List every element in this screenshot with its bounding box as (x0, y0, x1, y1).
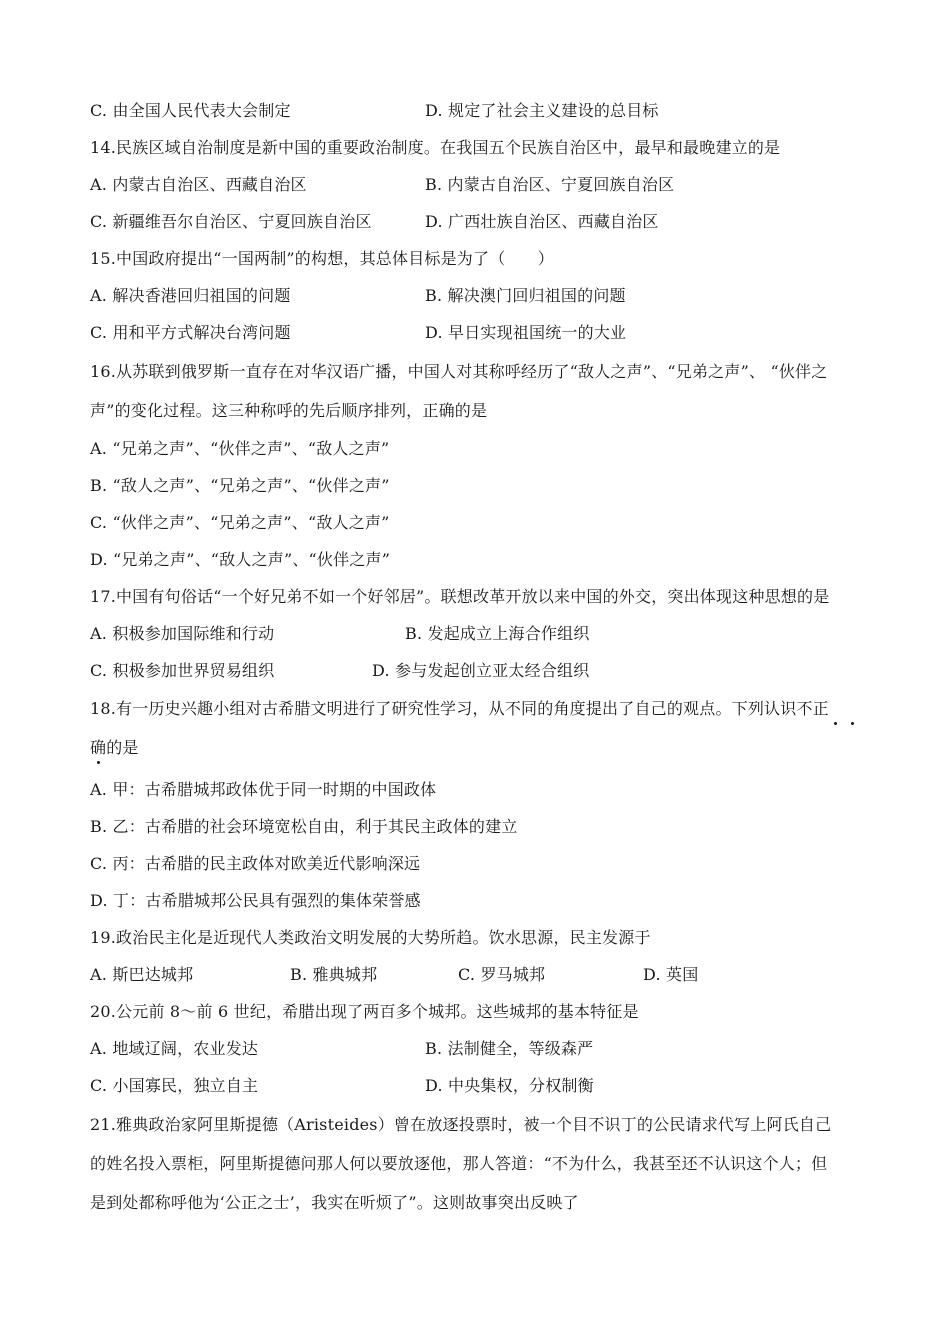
q13-option-c: C. 由全国人民代表大会制定 (90, 101, 291, 120)
q19-option-c: C. 罗马城邦 (458, 965, 546, 984)
q21-stem-line2: 的姓名投入票柜，阿里斯提德问那人何以要放逐他，那人答道：“不为什么，我甚至还不认识这个人；但 (90, 1154, 828, 1173)
q16-option-c: C. “伙伴之声”、“兄弟之声”、“敌人之声” (90, 513, 390, 532)
q15-option-c: C. 用和平方式解决台湾问题 (90, 323, 291, 342)
q19-stem: 19.政治民主化是近现代人类政治文明发展的大势所趋。饮水思源，民主发源于 (90, 928, 651, 947)
emphasis-dot (97, 761, 100, 764)
q17-stem: 17.中国有句俗话“一个好兄弟不如一个好邻居”。联想改革开放以来中国的外交，突出体现这种思想的是 (90, 587, 830, 606)
q20-stem: 20.公元前 8～前 6 世纪，希腊出现了两百多个城邦。这些城邦的基本特征是 (90, 1002, 639, 1021)
q17-option-b: B. 发起成立上海合作组织 (405, 624, 590, 643)
q15-option-d: D. 早日实现祖国统一的大业 (425, 323, 627, 342)
q18-option-a: A. 甲：古希腊城邦政体优于同一时期的中国政体 (90, 780, 437, 799)
q20-option-a: A. 地域辽阔，农业发达 (90, 1039, 259, 1058)
q18-stem-line1: 18.有一历史兴趣小组对古希腊文明进行了研究性学习，从不同的角度提出了自己的观点。下列认识不正 (90, 699, 829, 718)
q16-stem-line2: 声”的变化过程。这三种称呼的先后顺序排列，正确的是 (90, 401, 488, 420)
q21-stem-line3: 是到处都称呼他为‘公正之士’，我实在听烦了”。这则故事突出反映了 (90, 1193, 579, 1212)
q16-option-d: D. “兄弟之声”、“敌人之声”、“伙伴之声” (90, 550, 391, 569)
q19-option-d: D. 英国 (643, 965, 699, 984)
q16-option-b: B. “敌人之声”、“兄弟之声”、“伙伴之声” (90, 476, 390, 495)
q16-stem-line1: 16.从苏联到俄罗斯一直存在对华汉语广播，中国人对其称呼经历了“敌人之声”、“兄弟之声”、 “伙伴之 (90, 362, 828, 381)
q21-stem-line1: 21.雅典政治家阿里斯提德（Aristeides）曾在放逐投票时，被一个目不识丁的公民请求代写上阿氏自己 (90, 1115, 832, 1134)
q15-stem: 15.中国政府提出“一国两制”的构想，其总体目标是为了（ ） (90, 249, 555, 268)
q14-option-c: C. 新疆维吾尔自治区、宁夏回族自治区 (90, 212, 372, 231)
q17-option-d: D. 参与发起创立亚太经合组织 (372, 661, 590, 680)
q19-option-a: A. 斯巴达城邦 (90, 965, 194, 984)
q18-option-d: D. 丁：古希腊城邦公民具有强烈的集体荣誉感 (90, 891, 421, 910)
q18-stem-line2: 确的是 (90, 738, 139, 757)
q16-option-a: A. “兄弟之声”、“伙伴之声”、“敌人之声” (90, 439, 390, 458)
q13-option-d: D. 规定了社会主义建设的总目标 (425, 101, 659, 120)
q17-option-a: A. 积极参加国际维和行动 (90, 624, 275, 643)
q14-stem: 14.民族区域自治制度是新中国的重要政治制度。在我国五个民族自治区中，最早和最晚建立的是 (90, 138, 781, 157)
q15-option-a: A. 解决香港回归祖国的问题 (90, 286, 291, 305)
q14-option-a: A. 内蒙古自治区、西藏自治区 (90, 175, 307, 194)
q18-option-b: B. 乙：古希腊的社会环境宽松自由，利于其民主政体的建立 (90, 817, 518, 836)
q20-option-d: D. 中央集权，分权制衡 (425, 1076, 594, 1095)
emphasis-dot (851, 722, 854, 725)
q14-option-d: D. 广西壮族自治区、西藏自治区 (425, 212, 659, 231)
q17-option-c: C. 积极参加世界贸易组织 (90, 661, 275, 680)
q19-option-b: B. 雅典城邦 (290, 965, 378, 984)
q15-option-b: B. 解决澳门回归祖国的问题 (425, 286, 626, 305)
q18-option-c: C. 丙：古希腊的民主政体对欧美近代影响深远 (90, 854, 421, 873)
q20-option-b: B. 法制健全，等级森严 (425, 1039, 594, 1058)
q14-option-b: B. 内蒙古自治区、宁夏回族自治区 (425, 175, 675, 194)
q20-option-c: C. 小国寡民，独立自主 (90, 1076, 259, 1095)
emphasis-dot (834, 722, 837, 725)
